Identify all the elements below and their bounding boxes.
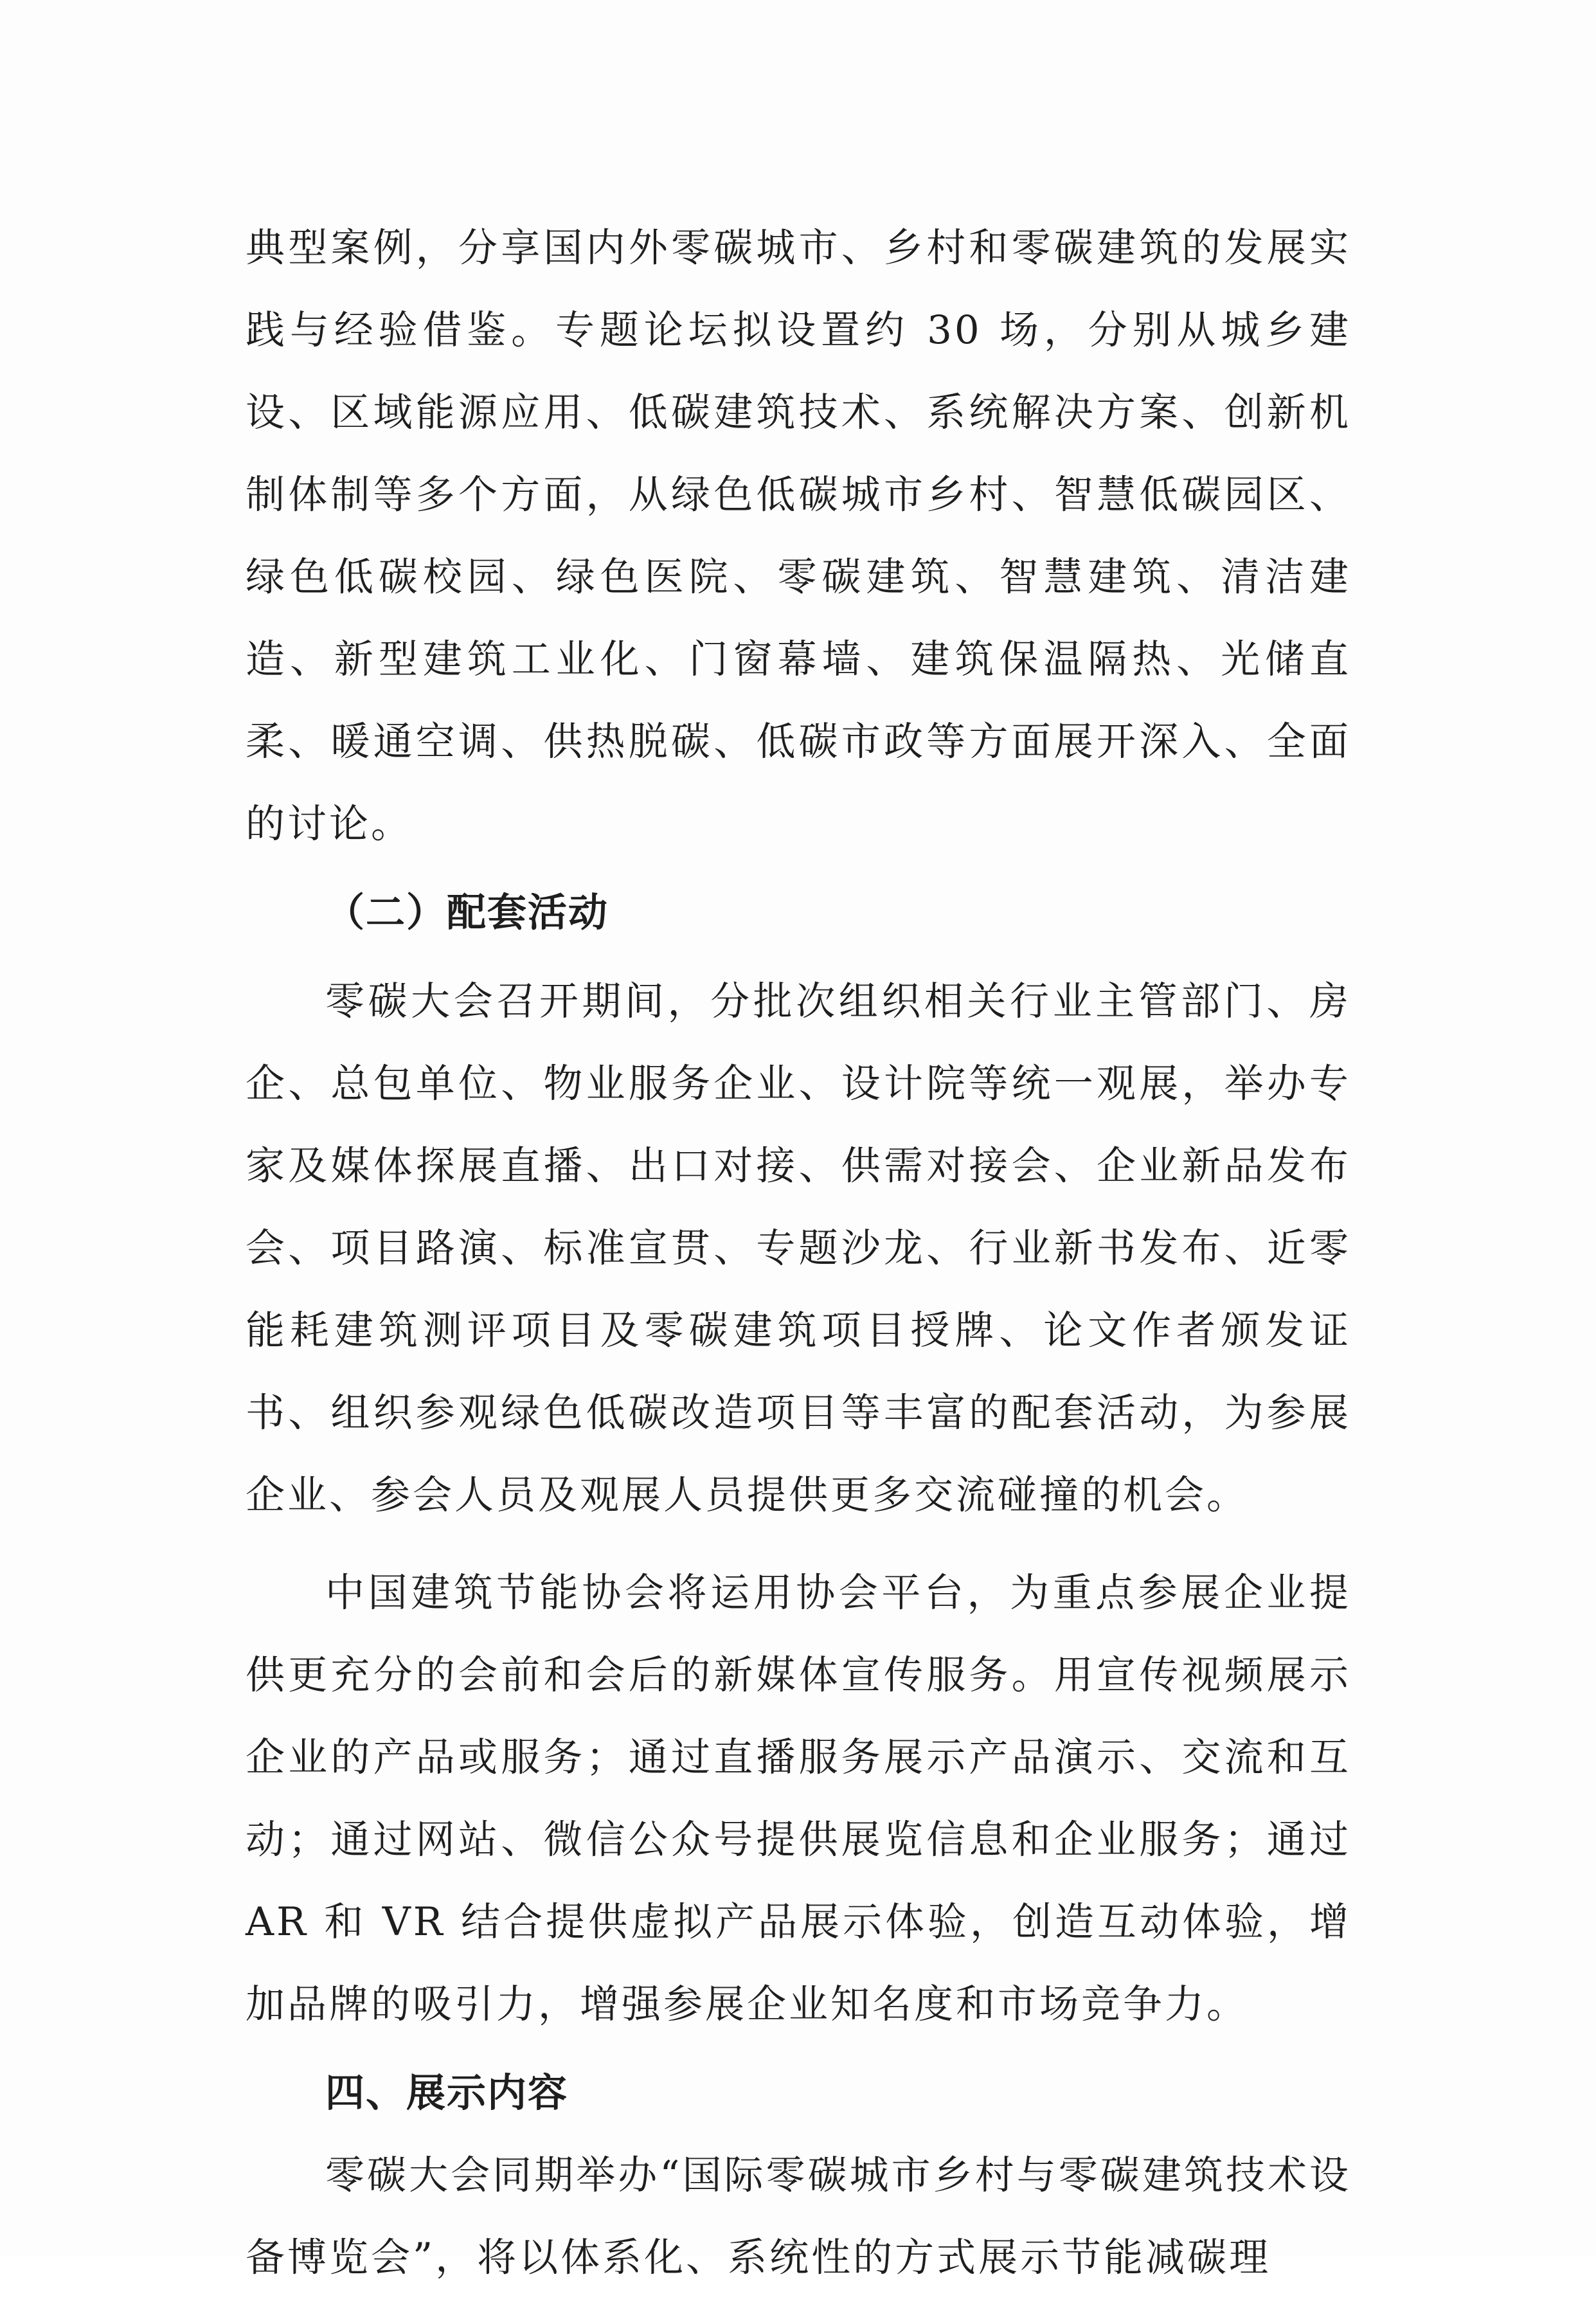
body-paragraph: 零碳大会召开期间，分批次组织相关行业主管部门、房企、总包单位、物业服务企业、设计院等统一观展，举办专家及媒体探展直播、出口对接、供需对接会、企业新品发布会、项目路演、标准宣贯、专题沙龙、行业新书发布、近零能耗建筑测评项目及零碳建筑项目授牌、论文作者颁发证书、组织参观绿色低碳改造项目等丰富的配套活动，为参展企业、参会人员及观展人员提供更多交流碰撞的机会。 [246, 978, 1351, 1518]
spacer [246, 2046, 1351, 2052]
section-heading-exhibition-content: 四、展示内容 [325, 2070, 569, 2116]
section-heading-supporting-activities: （二）配套活动 [325, 890, 609, 935]
document-body [246, 207, 1351, 2299]
spacer [246, 865, 1351, 872]
body-paragraph: 零碳大会同期举办“国际零碳城市乡村与零碳建筑技术设备博览会”，将以体系化、系统性的方式展示节能减碳理 [246, 2152, 1351, 2280]
body-paragraph: 中国建筑节能协会将运用协会平台，为重点参展企业提供更充分的会前和会后的新媒体宣传服务。用宣传视频展示企业的产品或服务；通过直播服务展示产品演示、交流和互动；通过网站、微信公众号提供展览信息和企业服务；通过 AR 和 VR 结合提供虚拟产品展示体验，创造互动体验，增加品牌的吸引力，增强参展企业知名度和市场竞争力。 [246, 1570, 1351, 2027]
spacer [246, 954, 1351, 960]
spacer [246, 1537, 1351, 1552]
body-paragraph: 典型案例，分享国内外零碳城市、乡村和零碳建筑的发展实践与经验借鉴。专题论坛拟设置约 30 场，分别从城乡建设、区域能源应用、低碳建筑技术、系统解决方案、创新机制体制等多个方面，从绿色低碳城市乡村、智慧低碳园区、绿色低碳校园、绿色医院、零碳建筑、智慧建筑、清洁建造、新型建筑工业化、门窗幕墙、建筑保温隔热、光储直柔、暖通空调、供热脱碳、低碳市政等方面展开深入、全面的讨论。 [246, 225, 1351, 847]
